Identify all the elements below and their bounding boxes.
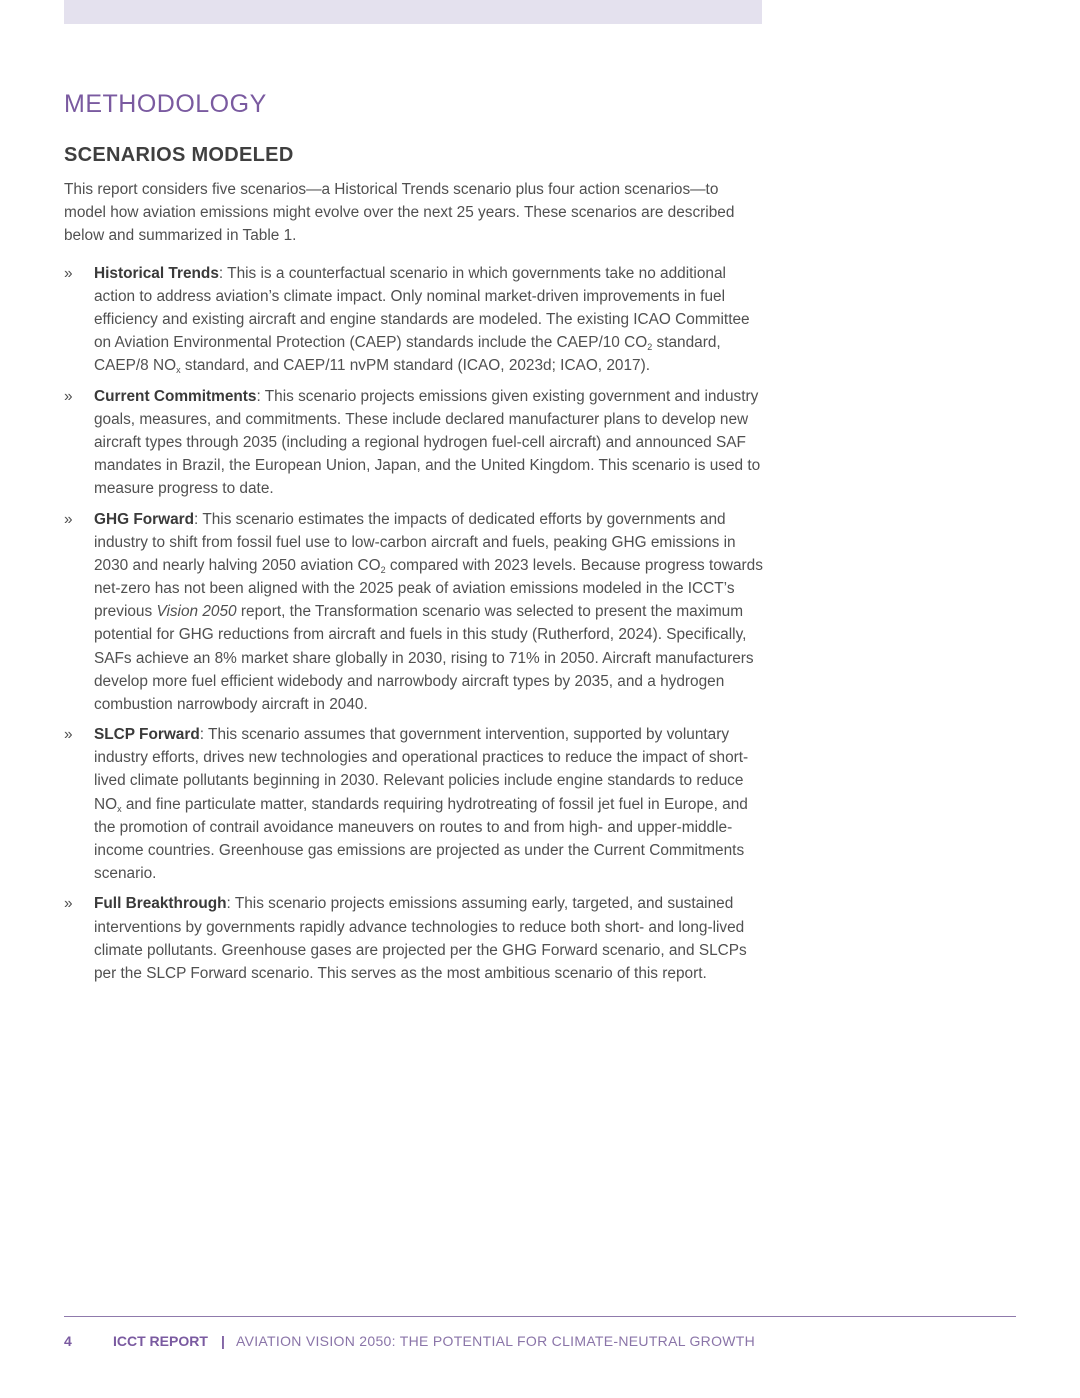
scenario-item-current-commitments: [64, 385, 764, 500]
scenario-item-slcp-forward: [64, 723, 764, 885]
scenario-text: and fine particulate matter, standards requiring hydrotreating of fossil jet fuel in Europe, and the promotion of contrail avoidance maneuvers on routes to and from high- and upper-middle-income countries. Greenhouse gas emissions are projected as under the Current Commitments scenario.: [94, 795, 748, 882]
scenario-item-ghg-forward: [64, 508, 764, 716]
scenario-text: report, the Transformation scenario was selected to present the maximum potential for GHG reductions from aircraft and fuels in this study (Rutherford, 2024). Specifically, SAFs achieve an 8% market share globally in 2030, rising to 71% in 2050. Aircraft manufacturers develop more fuel efficient widebody and narrowbody aircraft types by 2035, and a hydrogen combustion narrowbody aircraft in 2040.: [94, 603, 754, 713]
bullet-chevron-icon: »: [64, 510, 73, 528]
subscript: 2: [380, 565, 386, 576]
bullet-chevron-icon: »: [64, 265, 73, 282]
intro-paragraph: This report considers five scenarios—a Historical Trends scenario plus four action scenarios—to model how aviation emissions might evolve over the next 25 years. These scenarios are described below and summarized in Table 1.: [64, 181, 735, 245]
subsection-title: SCENARIOS MODELED: [64, 144, 294, 166]
report-label: ICCT REPORT: [113, 1333, 208, 1349]
scenario-text: standard, and CAEP/11 nvPM standard (ICAO, 2023d; ICAO, 2017).: [180, 357, 650, 375]
page-number: 4: [64, 1333, 72, 1349]
scenario-term: Full Breakthrough: [94, 895, 227, 913]
footer-separator: |: [221, 1333, 225, 1349]
scenario-term: GHG Forward: [94, 510, 195, 528]
scenario-term: SLCP Forward: [94, 726, 200, 744]
report-title-italic: Vision 2050: [156, 603, 237, 621]
scenario-text: : This scenario projects emissions given existing government and industry goals, measures, and commitments. These include declared manufacturer plans to develop new aircraft types through 2035 (including a regional hydrogen fuel-cell aircraft) and announced SAF mandates in Brazil, the European Union, Japan, and the United Kingdom. This scenario is used to measure progress to date.: [94, 387, 761, 498]
scenario-text: compared with 2023 levels. Because progress towards net-zero has not been aligned with the 2025 peak of aviation emissions modeled in the ICCT’s previous: [94, 557, 763, 621]
footer-divider: [64, 1316, 1016, 1317]
section-title: METHODOLOGY: [64, 90, 267, 118]
scenario-list: [64, 262, 764, 992]
bullet-chevron-icon: »: [64, 726, 73, 744]
scenario-text: : This scenario estimates the impacts of dedicated efforts by governments and industry to shift from fossil fuel use to low-carbon aircraft and fuels, peaking GHG emissions in 2030 and nearly halving 2050 aviation CO: [94, 510, 736, 575]
scenario-text: standard, CAEP/8 NO: [94, 334, 721, 375]
bullet-chevron-icon: »: [64, 387, 73, 405]
scenario-text: : This is a counterfactual scenario in which governments take no additional action to address aviation’s climate impact. Only nominal market-driven improvements in fuel efficiency and existing aircraft and engine standards are modeled. The existing ICAO Committee on Aviation Environmental Protection (CAEP) standards include the CAEP/10 CO: [94, 265, 750, 352]
scenario-text: : This scenario projects emissions assuming early, targeted, and sustained interventions by governments rapidly advance technologies to reduce both short- and long-lived climate pollutants. Greenhouse gases are projected per the GHG Forward scenario, and SLCPs per the SLCP Forward scenario. This serves as the most ambitious scenario of this report.: [94, 895, 747, 982]
scenario-item-historical-trends: [64, 262, 764, 377]
bullet-chevron-icon: »: [64, 895, 73, 913]
scenario-text: : This scenario assumes that government intervention, supported by voluntary industry efforts, drives new technologies and operational practices to reduce the impact of short-lived climate pollutants beginning in 2030. Relevant policies include engine standards to reduce NO: [94, 726, 749, 813]
subscript: 2: [647, 342, 653, 353]
report-title: AVIATION VISION 2050: THE POTENTIAL FOR CLIMATE-NEUTRAL GROWTH: [236, 1333, 756, 1349]
scenario-term: Historical Trends: [94, 265, 219, 282]
scenario-term: Current Commitments: [94, 387, 257, 405]
scenario-item-full-breakthrough: [64, 892, 764, 984]
subscript: x: [176, 365, 181, 376]
subscript: x: [117, 803, 122, 814]
header-band: [64, 0, 762, 24]
